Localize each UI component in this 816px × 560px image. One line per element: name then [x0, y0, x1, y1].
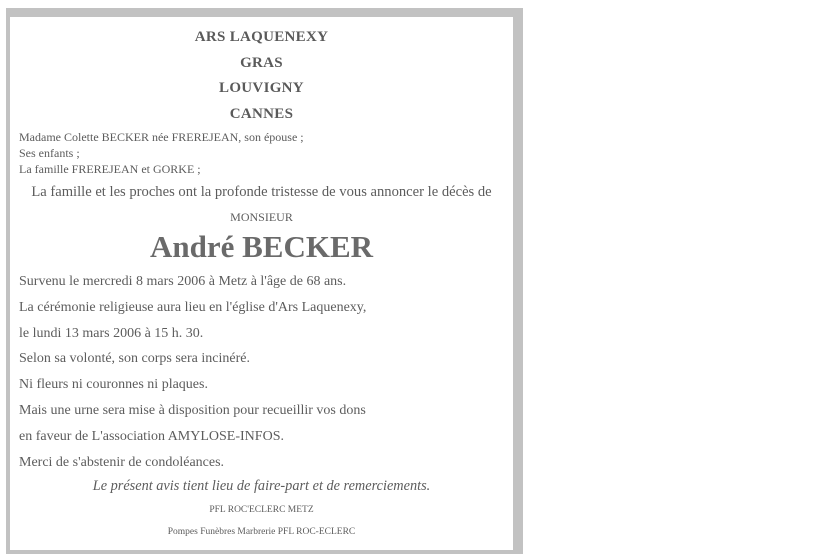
deceased-name: André BECKER: [149, 229, 374, 264]
announcement-text: La famille et les proches ont la profonde tristesse de vous annoncer le décès de: [31, 184, 492, 200]
detail-line: Selon sa volonté, son corps sera incinéré.: [19, 351, 250, 367]
detail-line: Ni fleurs ni couronnes ni plaques.: [19, 377, 208, 393]
place-name: LOUVIGNY: [219, 80, 304, 96]
family-line: La famille FREREJEAN et GORKE ;: [19, 162, 201, 176]
detail-line: Survenu le mercredi 8 mars 2006 à Metz à l'âge de 68 ans.: [19, 274, 347, 289]
closing-statement: Le présent avis tient lieu de faire-part et de remerciements.: [92, 478, 431, 494]
funeral-home-name: Pompes Funèbres Marbrerie PFL ROC-ECLERC: [167, 527, 356, 537]
place-name: GRAS: [240, 54, 283, 71]
detail-line: le lundi 13 mars 2006 à 15 h. 30.: [19, 325, 204, 341]
family-list: [19, 129, 304, 177]
place-name: CANNES: [229, 105, 294, 122]
detail-line: La cérémonie religieuse aura lieu en l'église d'Ars Laquenexy,: [19, 299, 367, 315]
detail-line: Merci de s'abstenir de condoléances.: [19, 454, 225, 470]
places-list: [10, 25, 513, 127]
place-name: ARS LAQUENEXY: [194, 29, 329, 45]
family-line: Madame Colette BECKER née FREREJEAN, son épouse ;: [19, 130, 304, 144]
details-list: [19, 271, 366, 477]
honorific: MONSIEUR: [230, 210, 293, 224]
detail-line: Mais une urne sera mise à disposition pour recueillir vos dons: [19, 402, 366, 418]
agency-name: PFL ROC'ECLERC METZ: [209, 505, 314, 515]
death-notice: [10, 17, 513, 550]
detail-line: en faveur de L'association AMYLOSE-INFOS.: [19, 428, 284, 444]
family-line: Ses enfants ;: [19, 146, 80, 160]
